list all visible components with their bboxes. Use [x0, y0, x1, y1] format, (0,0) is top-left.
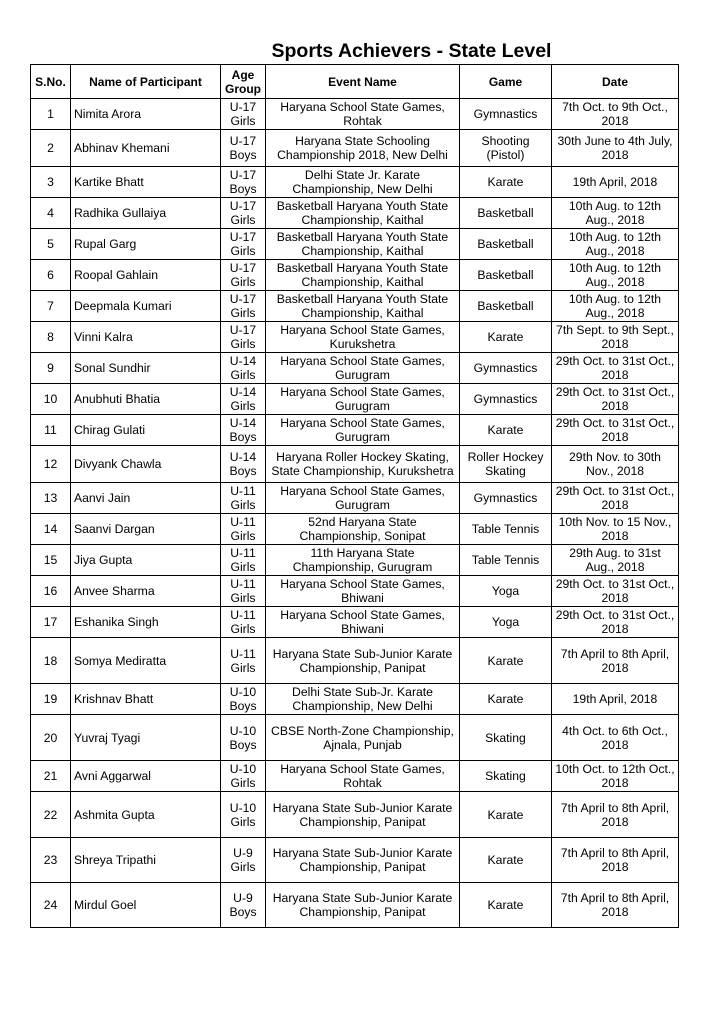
cell-sno: 23 — [31, 838, 71, 883]
table-row — [31, 684, 679, 715]
table-row — [31, 198, 679, 229]
table-row — [31, 576, 679, 607]
cell-game: Shooting (Pistol) — [460, 130, 552, 167]
table-row — [31, 761, 679, 792]
cell-game: Karate — [460, 838, 552, 883]
cell-sno: 8 — [31, 322, 71, 353]
cell-event-name: Haryana School State Games, Rohtak — [266, 761, 460, 792]
header-name: Name of Participant — [71, 65, 221, 99]
cell-event-name: Haryana School State Games, Bhiwani — [266, 576, 460, 607]
cell-name: Nimita Arora — [71, 99, 221, 130]
cell-name: Shreya Tripathi — [71, 838, 221, 883]
cell-age-group: U-17 Girls — [221, 322, 266, 353]
table-row — [31, 384, 679, 415]
cell-name: Sonal Sundhir — [71, 353, 221, 384]
cell-age-group: U-11 Girls — [221, 514, 266, 545]
cell-name: Chirag Gulati — [71, 415, 221, 446]
cell-date: 29th Oct. to 31st Oct., 2018 — [552, 384, 679, 415]
table-row — [31, 638, 679, 684]
cell-name: Anubhuti Bhatia — [71, 384, 221, 415]
cell-age-group: U-14 Girls — [221, 353, 266, 384]
cell-date: 30th June to 4th July, 2018 — [552, 130, 679, 167]
cell-sno: 19 — [31, 684, 71, 715]
cell-sno: 14 — [31, 514, 71, 545]
cell-name: Eshanika Singh — [71, 607, 221, 638]
cell-sno: 15 — [31, 545, 71, 576]
cell-event-name: Haryana Roller Hockey Skating, State Championship, Kurukshetra — [266, 446, 460, 483]
cell-date: 19th April, 2018 — [552, 684, 679, 715]
cell-sno: 24 — [31, 883, 71, 928]
cell-sno: 21 — [31, 761, 71, 792]
cell-event-name: 52nd Haryana State Championship, Sonipat — [266, 514, 460, 545]
cell-game: Gymnastics — [460, 353, 552, 384]
cell-name: Roopal Gahlain — [71, 260, 221, 291]
cell-event-name: Haryana School State Games, Gurugram — [266, 384, 460, 415]
header-event-name: Event Name — [266, 65, 460, 99]
table-row — [31, 483, 679, 514]
cell-event-name: Haryana State Sub-Junior Karate Championship, Panipat — [266, 883, 460, 928]
cell-sno: 1 — [31, 99, 71, 130]
cell-name: Divyank Chawla — [71, 446, 221, 483]
cell-event-name: Haryana School State Games, Kurukshetra — [266, 322, 460, 353]
cell-date: 10th Aug. to 12th Aug., 2018 — [552, 229, 679, 260]
cell-date: 29th Aug. to 31st Aug., 2018 — [552, 545, 679, 576]
cell-game: Basketball — [460, 198, 552, 229]
table-row — [31, 545, 679, 576]
cell-name: Abhinav Khemani — [71, 130, 221, 167]
cell-sno: 13 — [31, 483, 71, 514]
cell-name: Ashmita Gupta — [71, 792, 221, 838]
cell-name: Mirdul Goel — [71, 883, 221, 928]
cell-name: Radhika Gullaiya — [71, 198, 221, 229]
cell-name: Somya Mediratta — [71, 638, 221, 684]
cell-name: Rupal Garg — [71, 229, 221, 260]
cell-game: Karate — [460, 638, 552, 684]
cell-name: Krishnav Bhatt — [71, 684, 221, 715]
cell-date: 7th April to 8th April, 2018 — [552, 638, 679, 684]
cell-game: Table Tennis — [460, 514, 552, 545]
cell-sno: 4 — [31, 198, 71, 229]
table-row — [31, 353, 679, 384]
cell-age-group: U-10 Boys — [221, 684, 266, 715]
cell-event-name: Basketball Haryana Youth State Championship, Kaithal — [266, 198, 460, 229]
cell-game: Basketball — [460, 291, 552, 322]
cell-date: 29th Oct. to 31st Oct., 2018 — [552, 576, 679, 607]
cell-event-name: Basketball Haryana Youth State Championship, Kaithal — [266, 229, 460, 260]
cell-game: Yoga — [460, 607, 552, 638]
cell-date: 29th Oct. to 31st Oct., 2018 — [552, 607, 679, 638]
cell-game: Skating — [460, 761, 552, 792]
cell-name: Jiya Gupta — [71, 545, 221, 576]
cell-age-group: U-17 Girls — [221, 291, 266, 322]
cell-event-name: Haryana State Sub-Junior Karate Championship, Panipat — [266, 638, 460, 684]
cell-event-name: Delhi State Jr. Karate Championship, New Delhi — [266, 167, 460, 198]
cell-date: 10th Aug. to 12th Aug., 2018 — [552, 260, 679, 291]
cell-event-name: Delhi State Sub-Jr. Karate Championship, New Delhi — [266, 684, 460, 715]
cell-game: Basketball — [460, 229, 552, 260]
cell-age-group: U-17 Girls — [221, 229, 266, 260]
cell-age-group: U-10 Girls — [221, 761, 266, 792]
table-row — [31, 883, 679, 928]
cell-sno: 5 — [31, 229, 71, 260]
cell-age-group: U-10 Girls — [221, 792, 266, 838]
cell-date: 29th Oct. to 31st Oct., 2018 — [552, 483, 679, 514]
cell-date: 29th Oct. to 31st Oct., 2018 — [552, 415, 679, 446]
cell-date: 10th Nov. to 15 Nov., 2018 — [552, 514, 679, 545]
cell-event-name: Haryana State Sub-Junior Karate Championship, Panipat — [266, 792, 460, 838]
table-row — [31, 130, 679, 167]
cell-sno: 18 — [31, 638, 71, 684]
table-row — [31, 415, 679, 446]
cell-event-name: Basketball Haryana Youth State Championship, Kaithal — [266, 291, 460, 322]
table-row — [31, 446, 679, 483]
cell-sno: 11 — [31, 415, 71, 446]
cell-date: 7th April to 8th April, 2018 — [552, 792, 679, 838]
header-sno: S.No. — [31, 65, 71, 99]
cell-date: 4th Oct. to 6th Oct., 2018 — [552, 715, 679, 761]
table-row — [31, 607, 679, 638]
cell-sno: 3 — [31, 167, 71, 198]
table-row — [31, 229, 679, 260]
cell-date: 7th April to 8th April, 2018 — [552, 883, 679, 928]
cell-age-group: U-17 Boys — [221, 130, 266, 167]
cell-event-name: Basketball Haryana Youth State Championship, Kaithal — [266, 260, 460, 291]
page-title — [0, 40, 708, 63]
cell-game: Gymnastics — [460, 483, 552, 514]
cell-age-group: U-9 Girls — [221, 838, 266, 883]
header-age-group: Age Group — [221, 65, 266, 99]
achievers-table — [30, 64, 679, 928]
cell-name: Vinni Kalra — [71, 322, 221, 353]
cell-game: Yoga — [460, 576, 552, 607]
table-row — [31, 291, 679, 322]
cell-game: Gymnastics — [460, 99, 552, 130]
table-row — [31, 167, 679, 198]
cell-event-name: Haryana School State Games, Gurugram — [266, 415, 460, 446]
cell-game: Gymnastics — [460, 384, 552, 415]
table-row — [31, 838, 679, 883]
cell-sno: 6 — [31, 260, 71, 291]
cell-age-group: U-10 Boys — [221, 715, 266, 761]
cell-age-group: U-14 Boys — [221, 415, 266, 446]
cell-game: Basketball — [460, 260, 552, 291]
cell-date: 29th Nov. to 30th Nov., 2018 — [552, 446, 679, 483]
cell-event-name: Haryana State Sub-Junior Karate Championship, Panipat — [266, 838, 460, 883]
cell-age-group: U-14 Boys — [221, 446, 266, 483]
cell-sno: 10 — [31, 384, 71, 415]
cell-sno: 20 — [31, 715, 71, 761]
header-date: Date — [552, 65, 679, 99]
cell-sno: 2 — [31, 130, 71, 167]
cell-sno: 16 — [31, 576, 71, 607]
table-row — [31, 514, 679, 545]
cell-age-group: U-9 Boys — [221, 883, 266, 928]
cell-game: Table Tennis — [460, 545, 552, 576]
cell-sno: 7 — [31, 291, 71, 322]
cell-game: Roller Hockey Skating — [460, 446, 552, 483]
cell-name: Deepmala Kumari — [71, 291, 221, 322]
cell-game: Karate — [460, 415, 552, 446]
header-row — [31, 65, 679, 99]
cell-name: Anvee Sharma — [71, 576, 221, 607]
cell-game: Karate — [460, 167, 552, 198]
cell-name: Avni Aggarwal — [71, 761, 221, 792]
table-row — [31, 792, 679, 838]
cell-age-group: U-11 Girls — [221, 576, 266, 607]
cell-name: Kartike Bhatt — [71, 167, 221, 198]
cell-age-group: U-11 Girls — [221, 607, 266, 638]
cell-age-group: U-17 Girls — [221, 260, 266, 291]
cell-name: Saanvi Dargan — [71, 514, 221, 545]
cell-game: Skating — [460, 715, 552, 761]
cell-game: Karate — [460, 684, 552, 715]
cell-sno: 9 — [31, 353, 71, 384]
cell-age-group: U-11 Girls — [221, 483, 266, 514]
cell-age-group: U-11 Girls — [221, 638, 266, 684]
cell-age-group: U-14 Girls — [221, 384, 266, 415]
table-body — [31, 99, 679, 928]
cell-game: Karate — [460, 883, 552, 928]
cell-age-group: U-17 Girls — [221, 99, 266, 130]
table-row — [31, 260, 679, 291]
cell-date: 10th Aug. to 12th Aug., 2018 — [552, 291, 679, 322]
cell-event-name: Haryana School State Games, Gurugram — [266, 483, 460, 514]
cell-date: 7th Sept. to 9th Sept., 2018 — [552, 322, 679, 353]
cell-event-name: 11th Haryana State Championship, Gurugram — [266, 545, 460, 576]
cell-age-group: U-11 Girls — [221, 545, 266, 576]
table-row — [31, 322, 679, 353]
cell-age-group: U-17 Girls — [221, 198, 266, 229]
cell-event-name: CBSE North-Zone Championship, Ajnala, Punjab — [266, 715, 460, 761]
cell-date: 10th Aug. to 12th Aug., 2018 — [552, 198, 679, 229]
cell-event-name: Haryana School State Games, Rohtak — [266, 99, 460, 130]
cell-date: 7th Oct. to 9th Oct., 2018 — [552, 99, 679, 130]
cell-sno: 12 — [31, 446, 71, 483]
cell-event-name: Haryana School State Games, Gurugram — [266, 353, 460, 384]
cell-event-name: Haryana State Schooling Championship 2018, New Delhi — [266, 130, 460, 167]
table-row — [31, 715, 679, 761]
cell-game: Karate — [460, 322, 552, 353]
table-row — [31, 99, 679, 130]
cell-sno: 17 — [31, 607, 71, 638]
cell-date: 19th April, 2018 — [552, 167, 679, 198]
cell-date: 29th Oct. to 31st Oct., 2018 — [552, 353, 679, 384]
table-header — [31, 65, 679, 99]
cell-date: 7th April to 8th April, 2018 — [552, 838, 679, 883]
cell-date: 10th Oct. to 12th Oct., 2018 — [552, 761, 679, 792]
cell-sno: 22 — [31, 792, 71, 838]
cell-name: Aanvi Jain — [71, 483, 221, 514]
cell-name: Yuvraj Tyagi — [71, 715, 221, 761]
cell-event-name: Haryana School State Games, Bhiwani — [266, 607, 460, 638]
header-game: Game — [460, 65, 552, 99]
cell-age-group: U-17 Boys — [221, 167, 266, 198]
page-title-text: Sports Achievers - State Level — [271, 40, 552, 62]
cell-game: Karate — [460, 792, 552, 838]
